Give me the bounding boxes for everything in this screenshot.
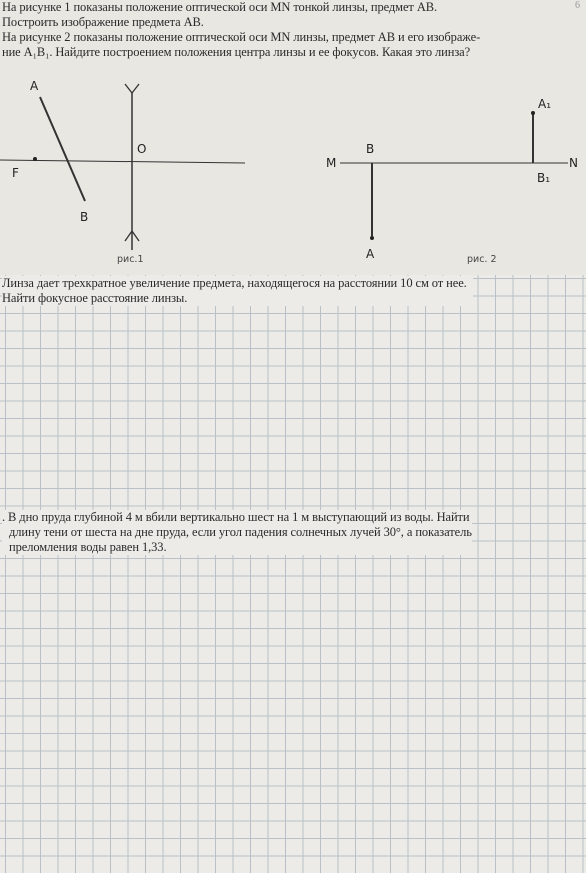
task-5-line-1: Линза дает трехкратное увеличение предмета, находящегося на расстоянии 10 см от нее. [2,276,467,290]
task-6-line-2: длину тени от шеста на дне пруда, если угол падения солнечных лучей 30°, а показатель [9,525,472,539]
figures-area [0,0,586,275]
fig1-caption: рис.1 [117,254,144,265]
fig2-point-a1 [531,111,535,115]
fig2-point-a [370,236,374,240]
task-4-line-4: ние A₁B₁. Найдите построением положения центра линзы и ее фокусов. Какая это линза? [2,45,471,59]
fig1-optical-axis [0,160,245,163]
page-number: 6 [575,0,580,11]
task-4-line-2: Построить изображение предмета AB. [2,15,204,29]
fig2-caption: рис. 2 [467,254,497,265]
task-5-line-2: Найти фокусное расстояние линзы. [2,291,188,305]
fig1-object-ab [40,97,85,201]
task-6-line-1: . В дно пруда глубиной 4 м вбили вертикально шест на 1 м выступающий из воды. Найти [2,510,470,524]
figure-2 [326,97,578,265]
task-6-line-3: преломления воды равен 1,33. [9,540,167,554]
task-6-text [2,510,472,555]
fig2-label-a1: A₁ [538,97,552,111]
task-5-text [2,276,473,306]
fig1-label-o: O [137,142,147,156]
figure-1 [0,79,245,265]
fig2-label-m: M [326,156,337,170]
fig1-label-b: B [80,210,89,224]
task-4-line-1: На рисунке 1 показаны положение оптической оси MN тонкой линзы, предмет AB. [2,0,438,14]
fig2-label-b: B [366,142,375,156]
fig1-label-a: A [30,79,39,93]
fig1-label-f: F [12,166,19,180]
graph-paper-area [0,275,586,873]
fig1-focus-point [33,157,37,161]
fig2-label-b1: B₁ [537,171,551,185]
fig2-label-a: A [366,247,375,261]
fig2-label-n: N [569,156,578,170]
task-4-line-3: На рисунке 2 показаны положение оптической оси MN линзы, предмет AB и его изображе- [2,30,481,44]
fig1-lens-top-arrow [125,84,139,93]
